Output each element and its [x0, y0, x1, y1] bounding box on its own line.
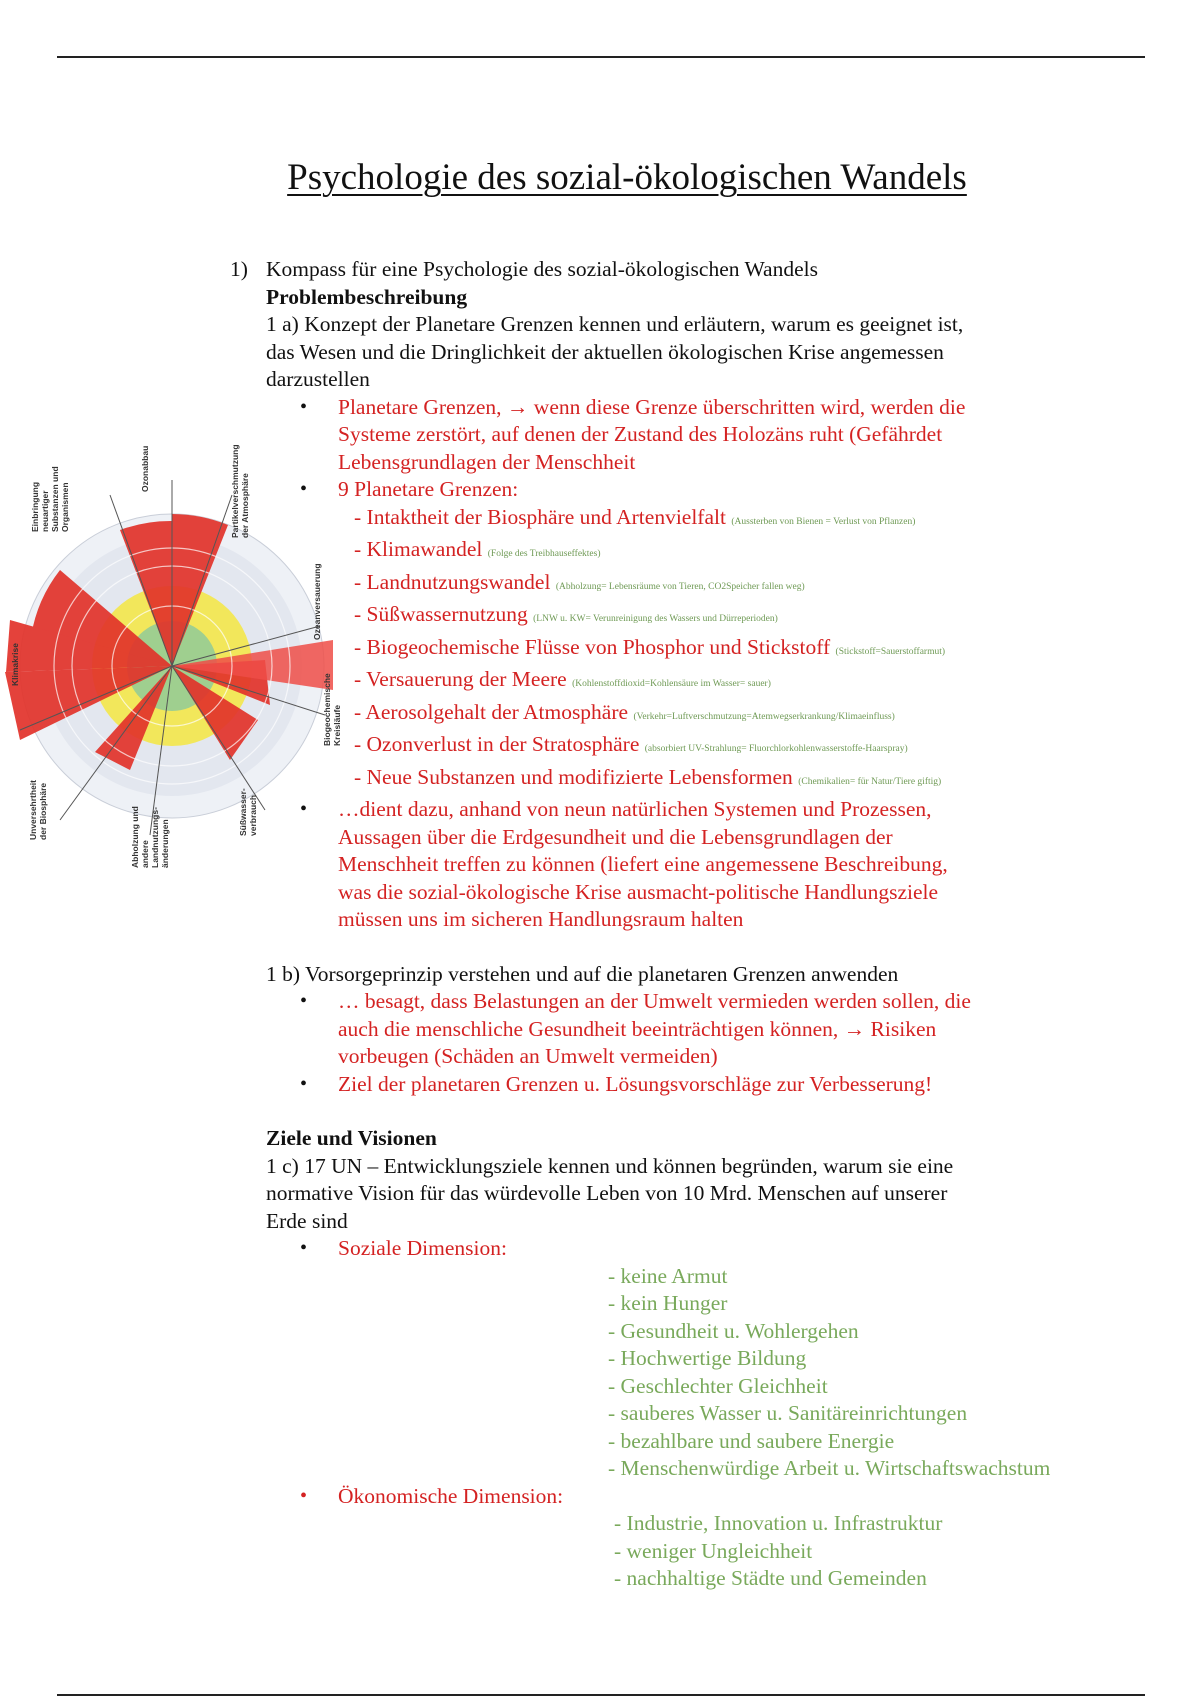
boundary-item — [354, 699, 1066, 732]
top-rule — [57, 56, 1145, 58]
boundary-name: - Klimawandel — [354, 537, 483, 561]
bullet3-line2: Aussagen über die Erdgesundheit und die Lebensgrundlagen der — [338, 824, 893, 849]
bullet4-line2: auch die menschliche Gesundheit beeinträchtigen können, → Risiken — [338, 1016, 937, 1041]
bullet-vorsorge — [338, 988, 1066, 1071]
bullet4-line3: vorbeugen (Schäden an Umwelt vermeiden) — [338, 1044, 718, 1068]
label-unversehrtheit: Unversehrtheit der Biosphäre — [28, 780, 48, 840]
boundary-name: - Süßwassernutzung — [354, 602, 528, 626]
bullet3-line4: was die sozial-ökologische Krise ausmacht-politische Handlungsziele — [338, 879, 939, 904]
boundary-name: - Neue Substanzen und modifizierte Lebensformen — [354, 764, 793, 789]
bullet-9-grenzen — [338, 476, 1066, 796]
goal-item: - bezahlbare und saubere Energie — [608, 1428, 895, 1453]
label-partikel: Partikelverschmutzung der Atmosphäre — [230, 444, 250, 538]
goal-item: - Gesundheit u. Wohlergehen — [608, 1318, 859, 1343]
bullet3-line1: • …dient dazu, anhand von neun natürlichen Systemen und Prozessen, — [338, 797, 932, 821]
boundary-note: (Verkehr=Luftverschmutzung=Atemwegserkrankung/Klimaeinfluss) — [633, 711, 895, 722]
bullet1-line1: • Planetare Grenzen, → wenn diese Grenze überschritten wird, werden die — [338, 394, 966, 419]
task-1c-line3: Erde sind — [266, 1208, 348, 1233]
task-1c-line2: normative Vision für das würdevolle Leben von 10 Mrd. Menschen auf unserer — [266, 1181, 948, 1205]
boundary-item — [354, 764, 1066, 797]
boundary-name: - Versauerung der Meere — [354, 667, 567, 691]
label-ozeanversauerung: Ozeanversauerung — [312, 563, 322, 640]
boundary-item — [354, 731, 1066, 764]
bullet-list-1b — [266, 988, 1066, 1098]
bullet-list-1c — [266, 1235, 1066, 1593]
boundary-item — [354, 666, 1066, 699]
boundary-name: - Ozonverlust in der Stratosphäre — [354, 732, 640, 756]
social-label: • Soziale Dimension: — [338, 1236, 507, 1260]
ziele-visionen-heading: Ziele und Visionen — [266, 1126, 437, 1150]
bullet-oekonomische-dimension — [338, 1483, 1066, 1593]
bottom-rule — [57, 1694, 1145, 1696]
social-goals-list — [338, 1263, 1066, 1483]
section1-heading — [230, 256, 1066, 284]
boundary-note: (absorbiert UV-Strahlung= Fluorchlorkohlenwasserstoffe-Haarspray) — [644, 744, 908, 754]
goal-item: - nachhaltige Städte und Gemeinden — [614, 1566, 927, 1590]
boundary-name: - Landnutzungswandel — [354, 569, 551, 594]
boundary-note: (Stickstoff=Sauerstoffarmut) — [835, 646, 946, 657]
label-einbringung: Einbringung neuartiger Substanzen und Organismen — [30, 466, 70, 532]
bullet1-line3: Lebensgrundlagen der Menschheit — [338, 449, 636, 474]
boundary-item — [354, 569, 1066, 602]
label-abholzung: Abholzung und andere Landnutzungs-änderungen — [130, 806, 170, 868]
label-klimakrise: Klimakrise — [10, 643, 20, 686]
goal-item: - Industrie, Innovation u. Infrastruktur — [614, 1511, 943, 1535]
bullet-list-1a — [266, 394, 1066, 934]
label-biogeo: Biogeochemische Kreisläufe — [322, 673, 342, 746]
economic-goals-list — [338, 1510, 1066, 1593]
task-1c-line1: 1 c) 17 UN – Entwicklungsziele kennen und können begründen, warum sie eine — [266, 1153, 954, 1178]
page-title: Psychologie des sozial-ökologischen Wandels — [287, 157, 967, 198]
bullet1-line2: Systeme zerstört, auf denen der Zustand des Holozäns ruht (Gefährdet — [338, 422, 943, 446]
boundary-item — [354, 536, 1066, 569]
task-1a-line1: 1 a) Konzept der Planetare Grenzen kennen und erläutern, warum es geeignet ist, — [266, 312, 964, 336]
task-1a-line3: darzustellen — [266, 367, 370, 391]
section1-heading-text: Kompass für eine Psychologie des sozial-ökologischen Wandels — [266, 257, 818, 281]
boundaries-list — [338, 504, 1066, 797]
boundary-note: (Folge des Treibhauseffektes) — [487, 549, 601, 559]
boundary-name: - Aerosolgehalt der Atmosphäre — [354, 699, 629, 724]
bullet-ziel — [338, 1071, 1066, 1099]
section-number: 1) — [230, 257, 248, 281]
bullet3-line3: Menschheit treffen zu können (liefert eine angemessene Beschreibung, — [338, 852, 948, 876]
boundary-name: - Intaktheit der Biosphäre und Artenvielfalt — [354, 504, 726, 529]
boundary-note: (Chemikalien= für Natur/Tiere giftig) — [798, 776, 942, 787]
boundary-item — [354, 504, 1066, 537]
goal-item: - Menschenwürdige Arbeit u. Wirtschaftswachstum — [608, 1456, 1051, 1480]
goal-item: - Hochwertige Bildung — [608, 1346, 807, 1370]
boundary-note: (LNW u. KW= Verunreinigung des Wassers und Dürreperioden) — [533, 614, 778, 624]
boundary-note: (Kohlenstoffdioxid=Kohlensäure im Wasser= sauer) — [572, 679, 771, 689]
problembeschreibung-heading: Problembeschreibung — [266, 284, 468, 309]
boundary-note: (Aussterben von Bienen = Verlust von Pflanzen) — [731, 516, 916, 527]
bullet4-line1: • … besagt, dass Belastungen an der Umwelt vermieden werden sollen, die — [338, 989, 971, 1013]
goal-item: - kein Hunger — [608, 1291, 728, 1315]
goal-item: - Geschlechter Gleichheit — [608, 1373, 828, 1398]
bullet5-text: • Ziel der planetaren Grenzen u. Lösungsvorschläge zur Verbesserung! — [338, 1071, 933, 1096]
bullet-soziale-dimension — [338, 1235, 1066, 1483]
boundary-item — [354, 601, 1066, 634]
bullet2-intro: • 9 Planetare Grenzen: — [338, 477, 519, 501]
boundary-note: (Abholzung= Lebensräume von Tieren, CO2Speicher fallen weg) — [555, 581, 805, 592]
boundary-item — [354, 634, 1066, 667]
boundary-name: - Biogeochemische Flüsse von Phosphor und Stickstoff — [354, 634, 831, 659]
goal-item: - sauberes Wasser u. Sanitäreinrichtungen — [608, 1401, 968, 1425]
bullet-planetare-grenzen — [338, 394, 1066, 477]
task-1a-line2: das Wesen und die Dringlichkeit der aktuellen ökologischen Krise angemessen — [266, 339, 944, 364]
economic-label: • Ökonomische Dimension: — [338, 1483, 564, 1508]
goal-item: - weniger Ungleichheit — [614, 1538, 813, 1563]
bullet-dient-dazu — [338, 796, 1066, 934]
bullet3-line5: müssen uns im sicheren Handlungsraum halten — [338, 907, 744, 931]
task-1b: 1 b) Vorsorgeprinzip verstehen und auf die planetaren Grenzen anwenden — [266, 961, 899, 986]
label-suesswasser: Süßwasser-verbrauch — [238, 788, 258, 836]
label-ozonabbau: Ozonabbau — [140, 445, 150, 492]
goal-item: - keine Armut — [608, 1263, 728, 1288]
